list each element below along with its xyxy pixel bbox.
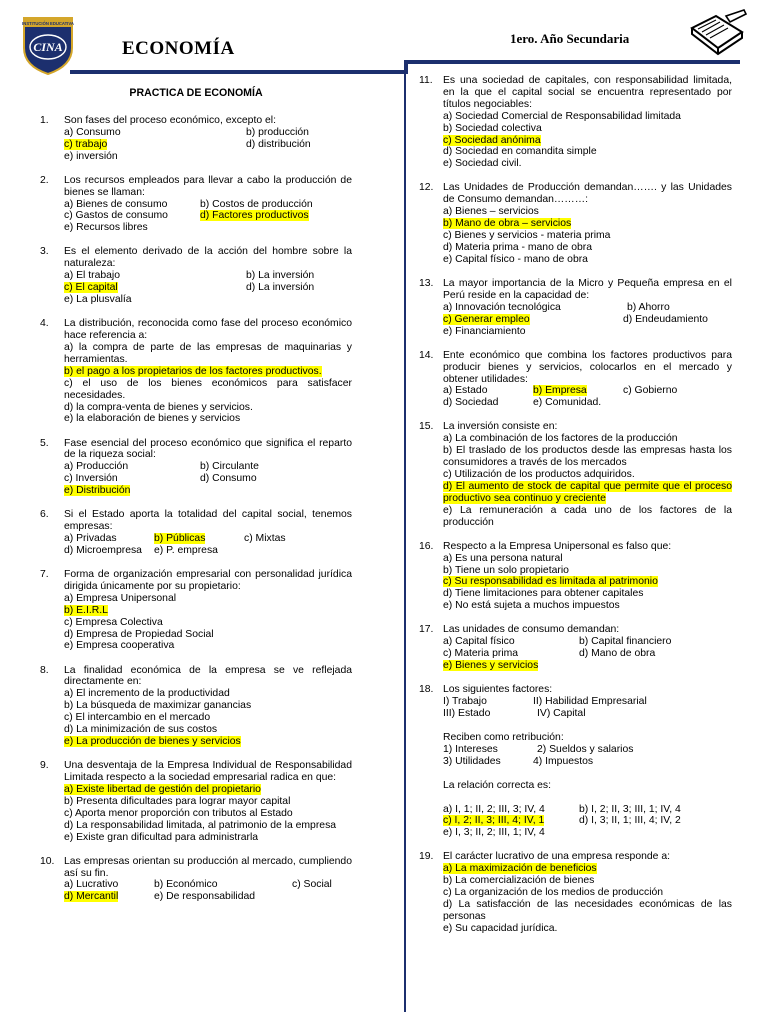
question-number: 8.: [40, 664, 49, 676]
question-8: [40, 665, 352, 748]
answer-option: IV) Capital: [537, 708, 586, 719]
answer-option: d) Mano de obra: [579, 648, 656, 660]
answer-option: e) Existe gran dificultad para administrarla: [64, 831, 259, 843]
question-19: [419, 851, 732, 934]
question-stem: El carácter lucrativo de una empresa responde a:: [443, 851, 670, 863]
option-row: [443, 804, 732, 816]
option-row: [64, 891, 352, 903]
question-number: 15.: [419, 421, 434, 433]
question-number: 13.: [419, 277, 434, 289]
answer-option: a) Privadas: [64, 533, 117, 545]
answer-option: a) Sociedad Comercial de Responsabilidad limitada: [443, 110, 681, 122]
option-row: [64, 199, 352, 211]
answer-option: d) Consumo: [200, 473, 257, 485]
option-row: [443, 660, 732, 672]
option-row: [443, 146, 732, 158]
answer-option: a) Bienes de consumo: [64, 198, 168, 210]
option-row: [443, 123, 732, 135]
option-row: [64, 222, 352, 234]
correct-answer-option: b) E.I.R.L: [64, 604, 108, 616]
question-16: [419, 541, 732, 612]
question-stem: Fase esencial del proceso económico que significa el reparto de la riqueza social:: [64, 437, 352, 461]
option-row: [443, 576, 732, 588]
answer-option: a) Capital físico: [443, 636, 515, 648]
question-stem: Los recursos empleados para llevar a cabo la producción de bienes se llaman:: [64, 174, 352, 198]
column-divider: [404, 74, 406, 1012]
question-stem: Si el Estado aporta la totalidad del capital social, tenemos empresas:: [64, 509, 352, 533]
answer-option: d) Sociedad: [443, 397, 499, 409]
answer-option: c) Aporta menor proporción con tributos al Estado: [64, 807, 293, 819]
answer-option: b) Presenta dificultades para lograr mayor capital: [64, 795, 291, 807]
answer-option: d) La inversión: [246, 282, 315, 294]
correct-answer-option: c) trabajo: [64, 138, 108, 150]
question-15: [419, 421, 732, 528]
question-4: [40, 318, 352, 425]
answer-option: b) El traslado de los productos desde las empresas hasta los consumidores a través de los mercados: [443, 445, 732, 469]
option-row: [443, 887, 732, 899]
correct-answer-option: c) Generar empleo: [443, 313, 530, 325]
option-row: [64, 378, 352, 402]
answer-option: c) Utilización de los productos adquiridos.: [443, 469, 635, 481]
option-row: [443, 565, 732, 577]
option-row: [443, 744, 732, 756]
option-row: [443, 708, 732, 720]
option-row: [64, 461, 352, 473]
answer-option: c) Empresa Colectiva: [64, 616, 163, 628]
answer-option: a) Estado: [443, 385, 488, 397]
answer-option: e) Comunidad.: [533, 397, 602, 409]
option-row: [443, 469, 732, 481]
answer-option: I) Trabajo: [443, 696, 487, 708]
question-number: 2.: [40, 174, 49, 186]
answer-option: e) Empresa cooperativa: [64, 640, 175, 652]
answer-option: b) producción: [246, 126, 309, 138]
option-row: [443, 433, 732, 445]
correct-answer-option: b) Mano de obra – servicios: [443, 218, 572, 230]
answer-option: b) La comercialización de bienes: [443, 875, 595, 887]
option-row: [64, 700, 352, 712]
option-row: [443, 875, 732, 887]
option-row: [443, 636, 732, 648]
option-row: [443, 314, 732, 326]
question-number: 11.: [419, 75, 433, 86]
correct-answer-option: b) el pago a los propietarios de los factores productivos.: [64, 365, 322, 377]
answer-option: e) Recursos libres: [64, 222, 148, 234]
option-row: [64, 879, 352, 891]
question-number: 5.: [40, 437, 49, 449]
option-row: [443, 385, 732, 397]
option-row: [443, 505, 732, 529]
page-header: [0, 0, 768, 80]
header-rule-bottom: [70, 70, 408, 74]
answer-option: b) Económico: [154, 879, 218, 891]
answer-option: e) La remuneración a cada uno de los factores de la producción: [443, 504, 732, 528]
option-row: [443, 111, 732, 123]
question-17: [419, 624, 732, 672]
answer-option: c) Materia prima: [443, 648, 519, 660]
option-row: [64, 640, 352, 652]
answer-option: a) Lucrativo: [64, 879, 119, 891]
option-row: [64, 151, 352, 163]
option-row: [443, 648, 732, 660]
question-11: [419, 75, 732, 170]
answer-option: a) Consumo: [64, 126, 121, 138]
question-number: 14.: [419, 349, 434, 361]
question-stem: Son fases del proceso económico, excepto el:: [64, 114, 276, 126]
question-2: [40, 175, 352, 235]
answer-option: e) Su capacidad jurídica.: [443, 922, 558, 934]
option-row: [64, 402, 352, 414]
answer-option: d) Materia prima - mano de obra: [443, 241, 592, 253]
option-row: [64, 605, 352, 617]
answer-option: III) Estado: [443, 708, 491, 719]
answer-option: e) Sociedad civil.: [443, 158, 522, 170]
option-row: [64, 593, 352, 605]
option-row: [443, 242, 732, 254]
question-stem: La mayor importancia de la Micro y Pequeña empresa en el Perú reside en la capacidad de:: [443, 277, 732, 301]
question-number: 4.: [40, 318, 49, 330]
answer-option: d) La satisfacción de las necesidades económicas de las personas: [443, 899, 732, 922]
correct-answer-option: c) I, 2; II, 3; III, 4; IV, 1: [443, 815, 545, 827]
school-crest-logo: [22, 14, 74, 76]
question-stem: Una desventaja de la Empresa Individual de Responsabilidad Limitada respecto a la sociedad empresarial radica en que:: [64, 760, 352, 783]
question-stem: Las Unidades de Producción demandan……. y las Unidades de Consumo demandan………:: [443, 182, 732, 206]
option-row: [443, 588, 732, 600]
answer-option: 2) Sueldos y salarios: [537, 743, 634, 755]
option-row: [443, 445, 732, 469]
option-row: [443, 696, 732, 708]
answer-option: a) Producción: [64, 461, 129, 473]
answer-option: b) Tiene un solo propietario: [443, 564, 569, 576]
answer-option: c) Bienes y servicios - materia prima: [443, 230, 611, 242]
answer-option: e) La plusvalía: [64, 294, 132, 306]
question-13: [419, 278, 732, 338]
option-row: [64, 712, 352, 724]
option-row: [64, 210, 352, 222]
question-stem: Ente económico que combina los factores productivos para producir bienes y servicios, colocarlos en el mercado y obtener utilidades:: [443, 349, 732, 385]
option-row: [64, 736, 352, 748]
answer-option: e) P. empresa: [154, 544, 218, 556]
answer-option: a) Es una persona natural: [443, 552, 563, 564]
option-row: [443, 158, 732, 170]
question-stem: La distribución, reconocida como fase del proceso económico hace referencia a:: [64, 318, 352, 342]
correct-answer-option: e) Bienes y servicios: [443, 660, 539, 672]
question-number: 17.: [419, 624, 434, 636]
answer-option: 3) Utilidades: [443, 755, 501, 767]
answer-option: a) El incremento de la productividad: [64, 688, 230, 700]
answer-option: b) Circulante: [200, 461, 259, 473]
answer-option: e) De responsabilidad: [154, 891, 256, 903]
option-row: [443, 553, 732, 565]
question-number: 1.: [40, 114, 49, 126]
answer-option: c) el uso de los bienes económicos para satisfacer necesidades.: [64, 377, 352, 401]
answer-option: a) El trabajo: [64, 270, 121, 282]
answer-option: d) I, 3; II, 1; III, 4; IV, 2: [579, 815, 681, 827]
answer-option: e) Capital físico - mano de obra: [443, 253, 588, 265]
option-row: [64, 485, 352, 497]
question-stem: Las empresas orientan su producción al mercado, cumpliendo así su fin.: [64, 855, 352, 879]
question-number: 10.: [40, 855, 55, 867]
question-3: [40, 246, 352, 306]
option-row: [64, 784, 352, 796]
answer-option: b) La inversión: [246, 270, 315, 282]
question-stem: Forma de organización empresarial con personalidad jurídica dirigida únicamente por su propietario:: [64, 569, 352, 592]
option-row: [64, 688, 352, 700]
answer-option: e) No está sujeta a muchos impuestos: [443, 600, 620, 612]
option-row: [443, 481, 732, 505]
answer-option: a) Bienes – servicios: [443, 206, 539, 218]
option-row: [64, 545, 352, 557]
question-stem: La finalidad económica de la empresa se ve reflejada directamente en:: [64, 664, 352, 688]
question-5: [40, 438, 352, 498]
relation-label: La relación correcta es:: [443, 779, 552, 791]
left-column: [40, 88, 352, 915]
correct-answer-option: d) Factores productivos: [200, 210, 309, 222]
option-row: [443, 206, 732, 218]
option-row: [443, 827, 732, 839]
correct-answer-option: e) La producción de bienes y servicios: [64, 736, 241, 747]
question-12: [419, 182, 732, 265]
option-row: [443, 863, 732, 875]
question-7: [40, 569, 352, 652]
answer-option: c) El intercambio en el mercado: [64, 712, 211, 724]
option-row: [443, 326, 732, 338]
option-row: [443, 302, 732, 314]
option-row: [64, 294, 352, 306]
answer-option: b) I, 2; II, 3; III, 1; IV, 4: [579, 803, 681, 815]
answer-option: a) la compra de parte de las empresas de maquinarias y herramientas.: [64, 341, 352, 365]
option-row: [443, 923, 732, 935]
correct-answer-option: b) Empresa: [533, 385, 587, 397]
question-stem: Es el elemento derivado de la acción del hombre sobre la naturaleza:: [64, 246, 352, 270]
question-number: 7.: [40, 569, 49, 581]
option-row: [64, 629, 352, 641]
header-rule-top: [404, 60, 740, 64]
answer-option: c) Gastos de consumo: [64, 210, 168, 222]
option-row: [443, 254, 732, 266]
option-row: [64, 473, 352, 485]
answer-option: 4) Impuestos: [533, 755, 594, 767]
option-row: [443, 815, 732, 827]
option-row: [64, 270, 352, 282]
option-row: [64, 796, 352, 808]
correct-answer-option: c) El capital: [64, 282, 118, 294]
right-column: [419, 75, 732, 947]
option-row: [64, 533, 352, 545]
option-row: [64, 617, 352, 629]
answer-option: d) Tiene limitaciones para obtener capitales: [443, 588, 644, 600]
correct-answer-option: e) Distribución: [64, 485, 131, 497]
question-stem: La inversión consiste en:: [443, 421, 558, 433]
correct-answer-option: b) Públicas: [154, 533, 206, 545]
answer-option: d) Endeudamiento: [623, 313, 708, 325]
question-1: [40, 115, 352, 163]
option-row: [64, 127, 352, 139]
option-row: [64, 808, 352, 820]
question-stem: Es una sociedad de capitales, con responsabilidad limitada, en la que el capital social se encuentra representado por títulos negociables:: [443, 75, 732, 110]
option-row: [64, 820, 352, 832]
option-row: [64, 832, 352, 844]
question-number: 19.: [419, 851, 434, 863]
question-18: [419, 684, 732, 839]
crest-text: CINA: [33, 40, 63, 54]
answer-option: b) Ahorro: [627, 301, 670, 313]
option-row: [64, 282, 352, 294]
option-row: [443, 600, 732, 612]
correct-answer-option: d) El aumento de stock de capital que permite que el proceso productivo sea continuo y creciente: [443, 480, 732, 504]
question-9: [40, 760, 352, 843]
answer-option: e) I, 3; II, 2; III, 1; IV, 4: [443, 827, 545, 839]
option-row: [443, 218, 732, 230]
retribution-label: Reciben como retribución:: [443, 731, 564, 743]
answer-option: a) I, 1; II, 2; III, 3; IV, 4: [443, 803, 545, 815]
book-and-pen-icon: [686, 8, 748, 58]
option-row: [64, 342, 352, 366]
question-number: 9.: [40, 760, 49, 772]
answer-option: d) Microempresa: [64, 544, 142, 556]
answer-option: d) La responsabilidad limitada, al patrimonio de la empresa: [64, 819, 337, 831]
answer-option: d) La minimización de sus costos: [64, 724, 218, 736]
question-number: 16.: [419, 540, 434, 552]
answer-option: b) Sociedad colectiva: [443, 122, 542, 134]
option-row: [64, 139, 352, 151]
option-row: [443, 230, 732, 242]
practice-title: PRACTICA DE ECONOMÍA: [129, 87, 263, 99]
answer-option: e) la elaboración de bienes y servicios: [64, 413, 241, 425]
question-10: [40, 856, 352, 904]
question-stem: Las unidades de consumo demandan:: [443, 624, 620, 636]
option-row: [443, 397, 732, 409]
option-row: [64, 413, 352, 425]
correct-answer-option: c) Su responsabilidad es limitada al patrimonio: [443, 576, 658, 588]
crest-banner-text: INSTITUCIÓN EDUCATIVA: [22, 21, 74, 26]
question-stem: Respecto a la Empresa Unipersonal es falso que:: [443, 540, 672, 552]
answer-option: d) la compra-venta de bienes y servicios.: [64, 401, 253, 413]
answer-option: II) Habilidad Empresarial: [533, 696, 647, 708]
question-number: 3.: [40, 246, 49, 258]
answer-option: d) Sociedad en comandita simple: [443, 146, 597, 158]
question-number: 18.: [419, 684, 434, 696]
answer-option: b) Capital financiero: [579, 636, 672, 648]
answer-option: 1) Intereses: [443, 743, 498, 755]
answer-option: c) Gobierno: [623, 385, 678, 397]
answer-option: d) Empresa de Propiedad Social: [64, 628, 214, 640]
correct-answer-option: c) Sociedad anónima: [443, 134, 541, 146]
question-number: 12.: [419, 182, 434, 194]
answer-option: e) Financiamiento: [443, 325, 526, 337]
correct-answer-option: a) La maximización de beneficios: [443, 863, 597, 875]
answer-option: c) Inversión: [64, 473, 118, 485]
answer-option: e) inversión: [64, 150, 118, 162]
answer-option: a) Innovación tecnológica: [443, 301, 561, 313]
answer-option: a) La combinación de los factores de la producción: [443, 433, 678, 445]
question-number: 6.: [40, 509, 49, 521]
answer-option: c) Social: [292, 879, 332, 891]
correct-answer-option: d) Mercantil: [64, 891, 119, 903]
page-title: ECONOMÍA: [122, 38, 235, 59]
answer-option: c) Mixtas: [244, 533, 286, 545]
answer-option: c) La organización de los medios de producción: [443, 887, 664, 899]
option-row: [64, 366, 352, 378]
answer-option: d) distribución: [246, 138, 311, 150]
answer-option: b) Costos de producción: [200, 198, 313, 210]
option-row: [443, 899, 732, 923]
answer-option: b) La búsqueda de maximizar ganancias: [64, 700, 252, 712]
answer-option: a) Empresa Unipersonal: [64, 592, 177, 604]
option-row: [64, 724, 352, 736]
question-stem: Los siguientes factores:: [443, 684, 553, 696]
option-row: [443, 756, 732, 768]
question-14: [419, 350, 732, 410]
question-6: [40, 509, 352, 557]
correct-answer-option: a) Existe libertad de gestión del propietario: [64, 783, 261, 795]
grade-label: 1ero. Año Secundaria: [510, 31, 630, 46]
option-row: [443, 135, 732, 147]
